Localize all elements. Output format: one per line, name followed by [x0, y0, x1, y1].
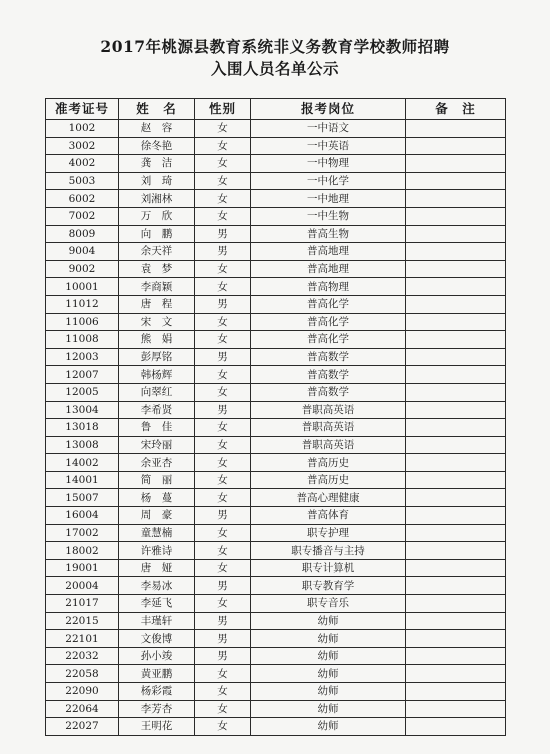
cell-name: 黄亚鹏: [119, 665, 195, 683]
cell-remarks: [406, 348, 506, 366]
cell-remarks: [406, 454, 506, 472]
cell-name: 唐 娅: [119, 559, 195, 577]
cell-position: 一中生物: [251, 207, 406, 225]
cell-exam-number: 12005: [46, 383, 119, 401]
cell-name: 杨 蔓: [119, 489, 195, 507]
cell-position: 一中英语: [251, 137, 406, 155]
cell-name: 刘湘林: [119, 190, 195, 208]
cell-position: 职专播音与主持: [251, 542, 406, 560]
cell-gender: 女: [195, 471, 251, 489]
cell-gender: 女: [195, 313, 251, 331]
candidate-table: [45, 98, 506, 736]
cell-name: 余亚杏: [119, 454, 195, 472]
cell-exam-number: 3002: [46, 137, 119, 155]
cell-name: 龚 洁: [119, 155, 195, 173]
cell-exam-number: 21017: [46, 595, 119, 613]
cell-position: 普高历史: [251, 454, 406, 472]
cell-name: 王明花: [119, 718, 195, 736]
cell-gender: 女: [195, 542, 251, 560]
cell-exam-number: 4002: [46, 155, 119, 173]
cell-exam-number: 10001: [46, 278, 119, 296]
cell-remarks: [406, 436, 506, 454]
cell-remarks: [406, 559, 506, 577]
cell-remarks: [406, 295, 506, 313]
cell-position: 普高数学: [251, 348, 406, 366]
cell-remarks: [406, 683, 506, 701]
table-row: [46, 348, 506, 366]
table-row: [46, 647, 506, 665]
cell-name: 李商颖: [119, 278, 195, 296]
cell-remarks: [406, 419, 506, 437]
cell-remarks: [406, 120, 506, 138]
table-row: [46, 683, 506, 701]
column-header-exam-number: 准考证号: [46, 99, 119, 120]
table-row: [46, 278, 506, 296]
cell-name: 赵 容: [119, 120, 195, 138]
cell-exam-number: 22101: [46, 630, 119, 648]
cell-position: 普职高英语: [251, 436, 406, 454]
table-row: [46, 295, 506, 313]
cell-name: 李易冰: [119, 577, 195, 595]
table-header-row: [46, 99, 506, 120]
cell-position: 职专计算机: [251, 559, 406, 577]
cell-position: 幼师: [251, 647, 406, 665]
cell-gender: 男: [195, 243, 251, 261]
cell-gender: 女: [195, 155, 251, 173]
table-row: [46, 225, 506, 243]
cell-name: 彭厚铭: [119, 348, 195, 366]
cell-exam-number: 9004: [46, 243, 119, 261]
cell-gender: 女: [195, 260, 251, 278]
cell-gender: 女: [195, 718, 251, 736]
cell-position: 幼师: [251, 612, 406, 630]
table-row: [46, 419, 506, 437]
column-header-gender: 性别: [195, 99, 251, 120]
cell-gender: 女: [195, 419, 251, 437]
cell-position: 普高物理: [251, 278, 406, 296]
table-row: [46, 595, 506, 613]
table-row: [46, 313, 506, 331]
cell-gender: 女: [195, 454, 251, 472]
table-row: [46, 190, 506, 208]
cell-remarks: [406, 243, 506, 261]
table-row: [46, 489, 506, 507]
cell-gender: 女: [195, 683, 251, 701]
cell-position: 职专护理: [251, 524, 406, 542]
cell-gender: 男: [195, 295, 251, 313]
cell-position: 幼师: [251, 718, 406, 736]
cell-remarks: [406, 207, 506, 225]
cell-gender: 女: [195, 489, 251, 507]
cell-name: 余天祥: [119, 243, 195, 261]
cell-name: 徐冬艳: [119, 137, 195, 155]
cell-remarks: [406, 225, 506, 243]
cell-remarks: [406, 665, 506, 683]
cell-remarks: [406, 507, 506, 525]
cell-remarks: [406, 647, 506, 665]
cell-name: 文俊博: [119, 630, 195, 648]
cell-remarks: [406, 471, 506, 489]
cell-name: 杨彩霞: [119, 683, 195, 701]
cell-position: 幼师: [251, 683, 406, 701]
cell-position: 普高心理健康: [251, 489, 406, 507]
table-row: [46, 471, 506, 489]
column-header-position: 报考岗位: [251, 99, 406, 120]
cell-remarks: [406, 595, 506, 613]
cell-exam-number: 14002: [46, 454, 119, 472]
table-row: [46, 401, 506, 419]
cell-name: 韩杨辉: [119, 366, 195, 384]
cell-exam-number: 11012: [46, 295, 119, 313]
cell-gender: 女: [195, 207, 251, 225]
table-row: [46, 383, 506, 401]
table-row: [46, 507, 506, 525]
cell-name: 万 欣: [119, 207, 195, 225]
cell-position: 普职高英语: [251, 401, 406, 419]
cell-position: 一中物理: [251, 155, 406, 173]
cell-exam-number: 19001: [46, 559, 119, 577]
cell-gender: 男: [195, 647, 251, 665]
cell-remarks: [406, 155, 506, 173]
cell-name: 丰瑾轩: [119, 612, 195, 630]
cell-gender: 男: [195, 630, 251, 648]
table-row: [46, 137, 506, 155]
cell-remarks: [406, 489, 506, 507]
cell-name: 李希贤: [119, 401, 195, 419]
cell-remarks: [406, 331, 506, 349]
table-row: [46, 559, 506, 577]
cell-name: 袁 梦: [119, 260, 195, 278]
cell-position: 普高化学: [251, 331, 406, 349]
cell-name: 简 丽: [119, 471, 195, 489]
cell-position: 职专教育学: [251, 577, 406, 595]
document-title: 2017年桃源县教育系统非义务教育学校教师招聘: [100, 37, 450, 56]
cell-gender: 女: [195, 366, 251, 384]
cell-remarks: [406, 278, 506, 296]
cell-exam-number: 12007: [46, 366, 119, 384]
table-row: [46, 612, 506, 630]
cell-exam-number: 14001: [46, 471, 119, 489]
cell-remarks: [406, 542, 506, 560]
cell-position: 一中地理: [251, 190, 406, 208]
cell-gender: 女: [195, 524, 251, 542]
cell-position: 普高化学: [251, 313, 406, 331]
cell-remarks: [406, 524, 506, 542]
cell-remarks: [406, 366, 506, 384]
cell-name: 周 豪: [119, 507, 195, 525]
table-row: [46, 577, 506, 595]
table-row: [46, 454, 506, 472]
cell-exam-number: 13018: [46, 419, 119, 437]
cell-gender: 男: [195, 348, 251, 366]
cell-name: 唐 程: [119, 295, 195, 313]
table-body: [46, 120, 506, 736]
cell-exam-number: 7002: [46, 207, 119, 225]
cell-remarks: [406, 700, 506, 718]
cell-position: 幼师: [251, 700, 406, 718]
cell-exam-number: 18002: [46, 542, 119, 560]
cell-gender: 男: [195, 507, 251, 525]
cell-gender: 女: [195, 137, 251, 155]
cell-position: 普职高英语: [251, 419, 406, 437]
cell-exam-number: 22064: [46, 700, 119, 718]
cell-gender: 女: [195, 190, 251, 208]
table-row: [46, 542, 506, 560]
cell-exam-number: 5003: [46, 172, 119, 190]
cell-remarks: [406, 718, 506, 736]
cell-position: 普高体育: [251, 507, 406, 525]
table-row: [46, 665, 506, 683]
cell-name: 李芳杏: [119, 700, 195, 718]
cell-exam-number: 22015: [46, 612, 119, 630]
cell-gender: 女: [195, 278, 251, 296]
table-row: [46, 700, 506, 718]
table-row: [46, 243, 506, 261]
cell-gender: 女: [195, 331, 251, 349]
cell-remarks: [406, 137, 506, 155]
cell-gender: 女: [195, 383, 251, 401]
table-row: [46, 718, 506, 736]
cell-exam-number: 12003: [46, 348, 119, 366]
cell-exam-number: 1002: [46, 120, 119, 138]
cell-exam-number: 8009: [46, 225, 119, 243]
cell-position: 幼师: [251, 630, 406, 648]
cell-name: 向 鹏: [119, 225, 195, 243]
table-row: [46, 155, 506, 173]
cell-exam-number: 22027: [46, 718, 119, 736]
cell-name: 宋玲丽: [119, 436, 195, 454]
document-subtitle: 入围人员名单公示: [210, 59, 339, 78]
table-row: [46, 366, 506, 384]
cell-remarks: [406, 612, 506, 630]
cell-name: 童慧楠: [119, 524, 195, 542]
cell-name: 李延飞: [119, 595, 195, 613]
cell-exam-number: 6002: [46, 190, 119, 208]
cell-position: 普高化学: [251, 295, 406, 313]
cell-position: 普高数学: [251, 383, 406, 401]
cell-name: 熊 娟: [119, 331, 195, 349]
table-row: [46, 524, 506, 542]
cell-position: 普高历史: [251, 471, 406, 489]
cell-remarks: [406, 190, 506, 208]
cell-gender: 男: [195, 225, 251, 243]
cell-gender: 女: [195, 436, 251, 454]
cell-remarks: [406, 172, 506, 190]
cell-position: 普高地理: [251, 260, 406, 278]
table-row: [46, 331, 506, 349]
cell-gender: 女: [195, 559, 251, 577]
cell-remarks: [406, 260, 506, 278]
table-row: [46, 172, 506, 190]
cell-gender: 女: [195, 120, 251, 138]
cell-gender: 女: [195, 665, 251, 683]
cell-position: 一中语文: [251, 120, 406, 138]
table-row: [46, 260, 506, 278]
cell-position: 普高地理: [251, 243, 406, 261]
cell-name: 孙小竣: [119, 647, 195, 665]
cell-name: 许雅诗: [119, 542, 195, 560]
cell-exam-number: 16004: [46, 507, 119, 525]
cell-remarks: [406, 630, 506, 648]
cell-gender: 男: [195, 401, 251, 419]
cell-exam-number: 13004: [46, 401, 119, 419]
table-row: [46, 436, 506, 454]
cell-gender: 女: [195, 172, 251, 190]
cell-name: 宋 文: [119, 313, 195, 331]
cell-exam-number: 22090: [46, 683, 119, 701]
table-row: [46, 120, 506, 138]
cell-remarks: [406, 577, 506, 595]
cell-exam-number: 9002: [46, 260, 119, 278]
cell-position: 普高生物: [251, 225, 406, 243]
cell-exam-number: 22032: [46, 647, 119, 665]
cell-name: 向翠红: [119, 383, 195, 401]
cell-remarks: [406, 401, 506, 419]
cell-gender: 女: [195, 700, 251, 718]
cell-name: 鲁 佳: [119, 419, 195, 437]
cell-position: 一中化学: [251, 172, 406, 190]
cell-position: 幼师: [251, 665, 406, 683]
column-header-remarks: 备 注: [406, 99, 506, 120]
cell-name: 刘 琦: [119, 172, 195, 190]
cell-position: 普高数学: [251, 366, 406, 384]
table-row: [46, 207, 506, 225]
table-row: [46, 630, 506, 648]
column-header-name: 姓 名: [119, 99, 195, 120]
cell-exam-number: 15007: [46, 489, 119, 507]
cell-gender: 男: [195, 612, 251, 630]
cell-position: 职专音乐: [251, 595, 406, 613]
cell-gender: 男: [195, 577, 251, 595]
cell-exam-number: 22058: [46, 665, 119, 683]
cell-gender: 女: [195, 595, 251, 613]
cell-remarks: [406, 313, 506, 331]
cell-remarks: [406, 383, 506, 401]
cell-exam-number: 11006: [46, 313, 119, 331]
cell-exam-number: 13008: [46, 436, 119, 454]
cell-exam-number: 17002: [46, 524, 119, 542]
cell-exam-number: 20004: [46, 577, 119, 595]
cell-exam-number: 11008: [46, 331, 119, 349]
